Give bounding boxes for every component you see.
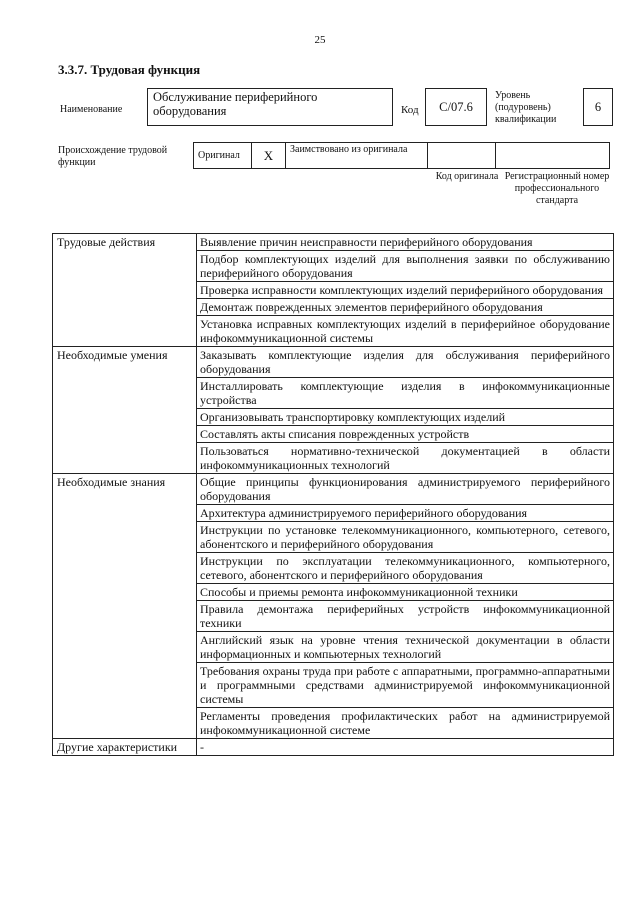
borrowed-label: Заимствовано из оригинала xyxy=(286,143,428,169)
origin-table xyxy=(193,142,610,169)
original-code-cell xyxy=(428,143,496,169)
table-row xyxy=(53,474,614,505)
table-row xyxy=(53,739,614,756)
knowledge-item: Архитектура администрируемого периферийного оборудования xyxy=(197,505,614,522)
name-label: Наименование xyxy=(60,104,123,115)
knowledge-item: Инструкции по эксплуатации телекоммуникационного, компьютерного, сетевого, абонентского и периферийного оборудования xyxy=(197,553,614,584)
knowledge-category-label: Необходимые знания xyxy=(53,474,197,739)
knowledge-item: Английский язык на уровне чтения технической документации в области информационных и компьютерных технологий xyxy=(197,632,614,663)
original-mark: X xyxy=(252,143,286,169)
skill-item: Заказывать комплектующие изделия для обслуживания периферийного оборудования xyxy=(197,347,614,378)
knowledge-item: Инструкции по установке телекоммуникационного, компьютерного, сетевого, абонентского и периферийного оборудования xyxy=(197,522,614,553)
labor-action-category-label: Трудовые действия xyxy=(53,234,197,347)
code-label: Код xyxy=(401,104,419,116)
knowledge-item: Регламенты проведения профилактических работ на администрируемой инфокоммуникационной системе xyxy=(197,708,614,739)
labor-action-item: Проверка исправности комплектующих изделий периферийного оборудования xyxy=(197,282,614,299)
other-characteristics-value: - xyxy=(197,739,614,756)
knowledge-item: Способы и приемы ремонта инфокоммуникационной техники xyxy=(197,584,614,601)
other-characteristics-label: Другие характеристики xyxy=(53,739,197,756)
table-row xyxy=(53,234,614,251)
origin-label: Происхождение трудовой функции xyxy=(58,145,168,168)
registration-number-cell xyxy=(496,143,610,169)
labor-action-item: Демонтаж поврежденных элементов периферийного оборудования xyxy=(197,299,614,316)
qualification-level-box: 6 xyxy=(583,88,613,126)
skill-category-label: Необходимые умения xyxy=(53,347,197,474)
labor-function-table xyxy=(52,233,614,756)
skill-item: Инсталлировать комплектующие изделия в инфокоммуникационные устройства xyxy=(197,378,614,409)
labor-action-item: Выявление причин неисправности периферийного оборудования xyxy=(197,234,614,251)
qualification-level-label: Уровень (подуровень) квалификации xyxy=(495,90,557,125)
page-number: 25 xyxy=(314,34,326,46)
skill-item: Пользоваться нормативно-технической документацией в области инфокоммуникационных технологий xyxy=(197,443,614,474)
skill-item: Организовывать транспортировку комплектующих изделий xyxy=(197,409,614,426)
original-label: Оригинал xyxy=(194,143,252,169)
labor-action-item: Подбор комплектующих изделий для выполнения заявки по обслуживанию периферийного оборудования xyxy=(197,251,614,282)
skill-item: Составлять акты списания поврежденных устройств xyxy=(197,426,614,443)
knowledge-item: Требования охраны труда при работе с аппаратными, программно-аппаратными и программными средствами администрируемой инфокоммуникационной системы xyxy=(197,663,614,708)
table-row xyxy=(53,347,614,378)
section-title: 3.3.7. Трудовая функция xyxy=(58,62,201,77)
labor-action-item: Установка исправных комплектующих изделий в периферийное оборудование инфокоммуникационной системы xyxy=(197,316,614,347)
knowledge-item: Общие принципы функционирования администрируемого периферийного оборудования xyxy=(197,474,614,505)
registration-number-caption: Регистрационный номер профессионального стандарта xyxy=(504,171,610,206)
knowledge-item: Правила демонтажа периферийных устройств инфокоммуникационной техники xyxy=(197,601,614,632)
function-code-box: C/07.6 xyxy=(425,88,487,126)
function-name-box: Обслуживание периферийного оборудования xyxy=(147,88,393,126)
original-code-caption: Код оригинала xyxy=(435,171,499,182)
